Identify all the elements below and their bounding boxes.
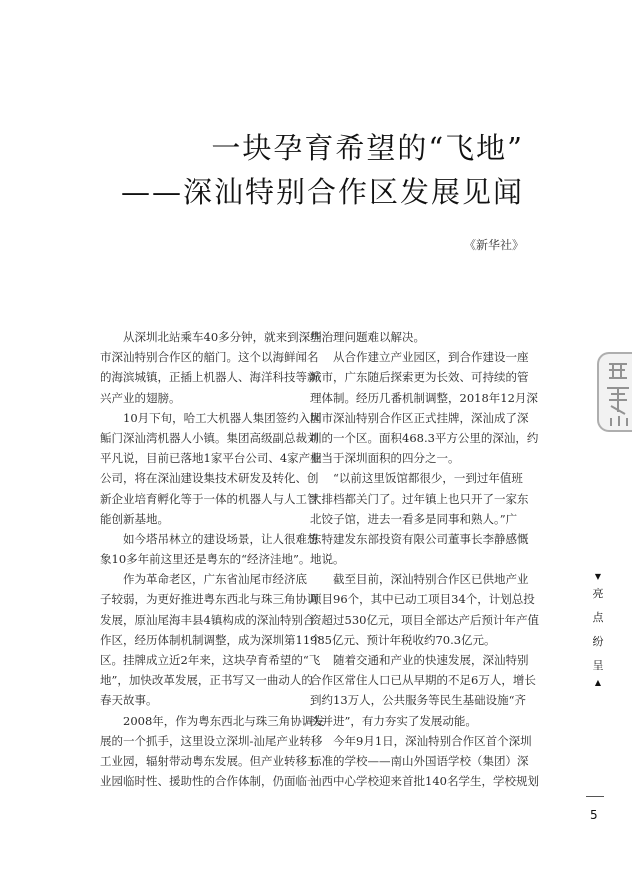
body-column-right — [310, 327, 539, 791]
body-text-line: 今年9月1日，深汕特别合作区首个深圳 — [333, 733, 532, 748]
body-text-line: 新企业培育孵化等于一体的机器人与人工智 — [100, 491, 319, 506]
body-text-line: 兴产业的翅膀。 — [100, 390, 181, 405]
body-text-line: 头并进”，有力夯实了发展动能。 — [310, 713, 477, 728]
body-text-line: 作为革命老区，广东省汕尾市经济底 — [123, 572, 307, 587]
body-text-line: 圳市深汕特别合作区正式挂牌，深汕成了深 — [310, 410, 529, 425]
body-text-line: 圳的一个区。面积468.3平方公里的深汕，约 — [310, 430, 539, 445]
body-text-line: 大排档都关门了。过年镇上也只开了一家东 — [310, 491, 529, 506]
body-text-line: 10月下旬，哈工大机器人集团签约入园 — [123, 410, 322, 425]
body-text-line: 工业园，辐射带动粤东发展。但产业转移工 — [100, 753, 319, 768]
body-text-line: 区。挂牌成立近2年来，这块孕育希望的“飞 — [100, 653, 321, 667]
page-number-rule — [586, 796, 604, 797]
section-side-nav — [586, 572, 610, 688]
side-nav-char: 纷 — [592, 635, 604, 648]
body-text-line: 业园临时性、援助性的合作体制，仍面临一 — [100, 774, 319, 789]
body-text-line: 合作区常住人口已从早期的不足6万人，增长 — [310, 673, 536, 688]
side-nav-char: 呈 — [592, 659, 604, 672]
body-text-line: 相当于深圳面积的四分之一。 — [310, 451, 460, 466]
body-text-line: 作区，经历体制机制调整，成为深圳第11个 — [100, 632, 322, 647]
body-text-line: 从深圳北站乘车40多分钟，就来到深圳 — [123, 330, 322, 344]
body-text-line: 子较弱，为更好推进粤东西北与珠三角协调 — [100, 592, 319, 607]
body-text-line: 地”，加快改革发展，正书写又一曲动人的 — [100, 673, 313, 688]
article-title-line2: ——深汕特别合作区发展见闻 — [120, 175, 524, 209]
triangle-down-icon: ▼ — [594, 572, 602, 581]
body-text-line: 2008年，作为粤东西北与珠三角协调发 — [123, 713, 325, 728]
body-text-line: 城市，广东随后探索更为长效、可持续的管 — [310, 370, 529, 385]
decorative-seal-icon — [597, 352, 632, 432]
body-text-line: 展的一个抓手，这里设立深圳-汕尾产业转移 — [100, 733, 323, 748]
body-text-line: 市深汕特别合作区的艏门。这个以海鲜闻名 — [100, 350, 319, 365]
page-number: 5 — [590, 808, 598, 822]
side-nav-char: 亮 — [592, 587, 604, 600]
body-text-line: 如今塔吊林立的建设场景，让人很难想 — [123, 531, 319, 546]
body-text-line: 汕西中心学校迎来首批140名学生，学校规划 — [310, 774, 539, 789]
body-text-line: 的海滨城镇，正插上机器人、海洋科技等新 — [100, 370, 319, 385]
body-text-line: 发展，原汕尾海丰县4镇构成的深汕特别合 — [100, 612, 315, 627]
body-text-line: 地说。 — [310, 552, 345, 567]
article-title-line1: 一块孕育希望的“飞地” — [211, 131, 524, 165]
body-text-line: 象10多年前这里还是粤东的“经济洼地”。 — [100, 552, 311, 567]
body-text-line: “以前这里饭馆都很少，一到过年值班 — [333, 471, 523, 486]
body-text-line: 理体制。经历几番机制调整，2018年12月深 — [310, 390, 538, 405]
body-text-line: 项目96个，其中已动工项目34个，计划总投 — [310, 592, 535, 607]
body-text-line: 春天故事。 — [100, 693, 158, 708]
body-text-line: 标准的学校——南山外国语学校（集团）深 — [310, 753, 529, 768]
body-text-line: 985亿元、预计年税收约70.3亿元。 — [310, 632, 496, 647]
body-text-line: 鲘门深汕湾机器人小镇。集团高级副总裁刘 — [100, 430, 319, 445]
body-text-line: 能创新基地。 — [100, 511, 169, 526]
body-text-line: 些治理问题难以解决。 — [310, 330, 425, 344]
body-text-line: 资超过530亿元，项目全部达产后预计年产值 — [310, 612, 539, 627]
triangle-up-icon: ▲ — [594, 678, 602, 687]
body-text-line: 平凡说，目前已落地1家平台公司、4家产业 — [100, 451, 322, 466]
body-text-line: 东特建发东部投资有限公司董事长李静感慨 — [310, 531, 529, 546]
article-source: 《新华社》 — [463, 238, 524, 252]
body-text-line: 北饺子馆，进去一看多是同事和熟人。”广 — [310, 511, 518, 526]
body-text-line: 从合作建立产业园区，到合作建设一座 — [333, 350, 529, 365]
body-text-line: 随着交通和产业的快速发展，深汕特别 — [333, 653, 529, 667]
body-column-left — [100, 327, 325, 791]
body-text-line: 到约13万人，公共服务等民生基础设施“齐 — [310, 693, 527, 708]
body-text-line: 公司，将在深汕建设集技术研发及转化、创 — [100, 471, 319, 486]
side-nav-char: 点 — [592, 611, 604, 624]
body-text-line: 截至目前，深汕特别合作区已供地产业 — [333, 572, 529, 587]
